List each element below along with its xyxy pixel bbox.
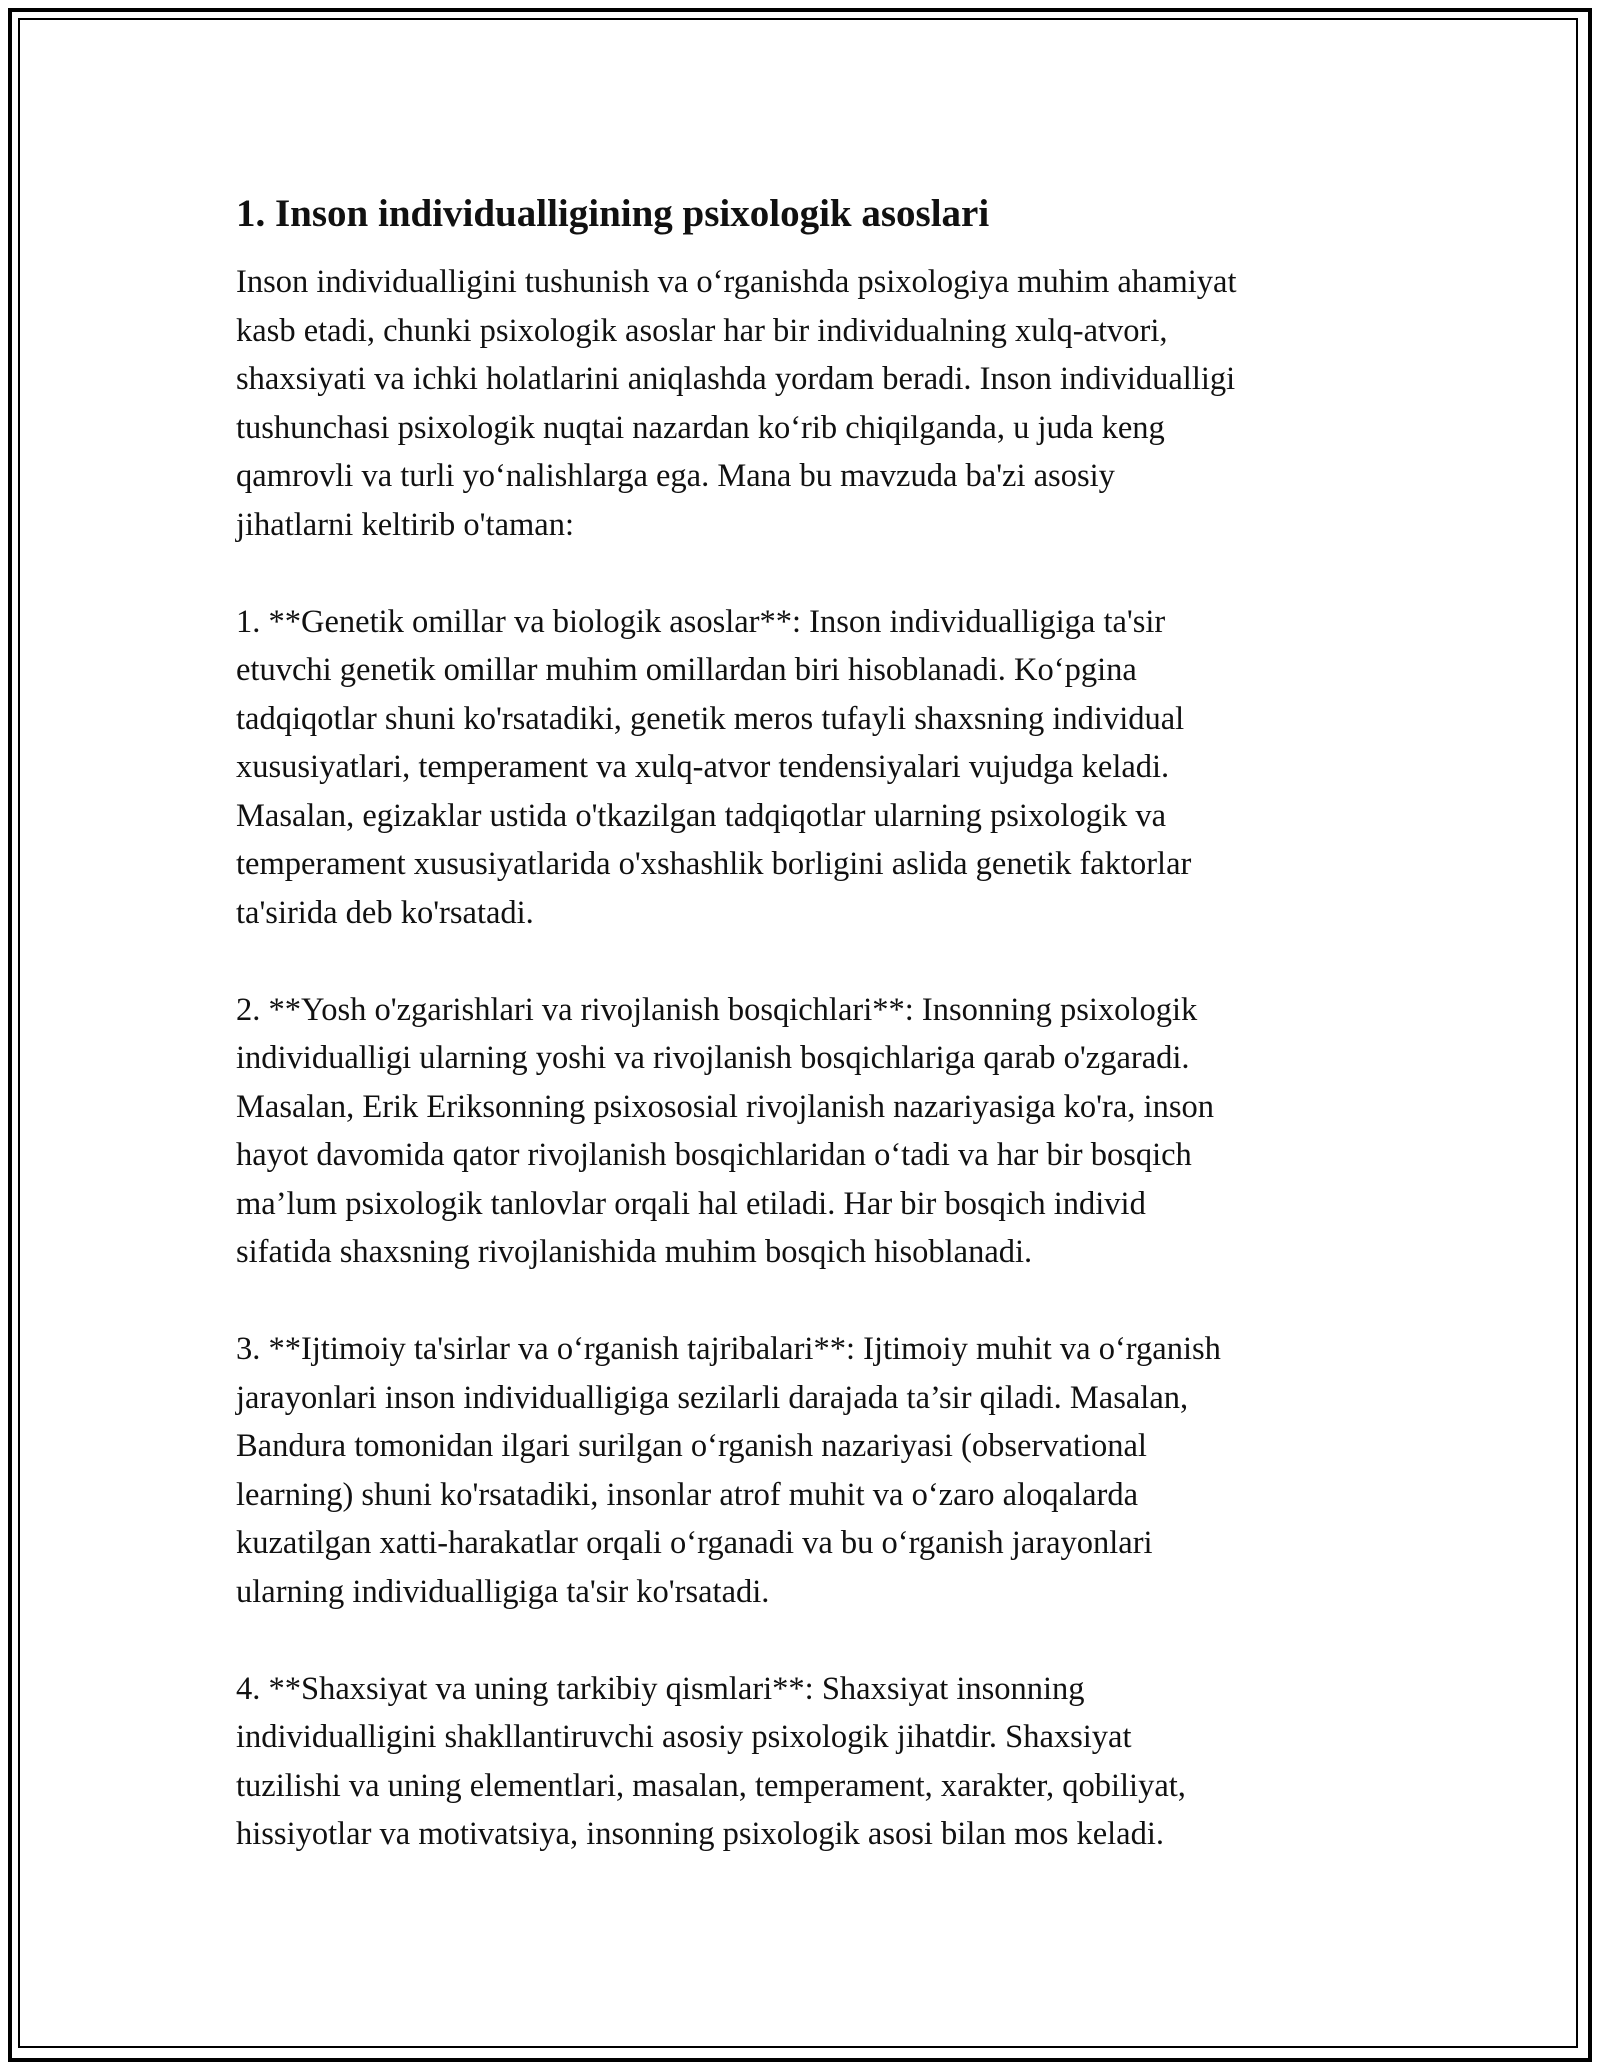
paragraph-social-influences: 3. **Ijtimoiy ta'sirlar va o‘rganish tajribalari**: Ijtimoiy muhit va o‘rganish jarayonlari inson individualligiga sezilarli darajada ta’sir qiladi. Masalan, Bandura tomonidan ilgari surilgan o‘rganish nazariyasi (observational learning) shuni ko'rsatadiki, insonlar atrof muhit va o‘zaro aloqalarda kuzatilgan xatti-harakatlar orqali o‘rganadi va bu o‘rganish jarayonlari ularning individualligiga ta'sir ko'rsatadi. — [236, 1331, 1221, 1610]
paragraph-personality-structure: 4. **Shaxsiyat va uning tarkibiy qismlari**: Shaxsiyat insonning individualligini shakllantiruvchi asosiy psixologik jihatdir. Shaxsiyat tuzilishi va uning elementlari, masalan, temperament, xarakter, qobiliyat, hissiyotlar va motivatsiya, insonning psixologik asosi bilan mos keladi. — [236, 1670, 1186, 1852]
intro-paragraph: Inson individualligini tushunish va o‘rganishda psixologiya muhim ahamiyat kasb etadi, chunki psixologik asoslar har bir individualning xulq-atvori, shaxsiyati va ichki holatlarini aniqlashda yordam beradi. Inson individualligi tushunchasi psixologik nuqtai nazardan ko‘rib chiqilganda, u juda keng qamrovli va turli yo‘nalishlarga ega. Mana bu mavzuda ba'zi asosiy jihatlarni keltirib o'taman: — [236, 264, 1237, 543]
document-body — [236, 186, 1376, 1907]
section-heading: 1. Inson individualligining psixologik asoslari — [236, 192, 990, 235]
paragraph-age-development: 2. **Yosh o'zgarishlari va rivojlanish bosqichlari**: Insonning psixologik individualligi ularning yoshi va rivojlanish bosqichlariga qarab o'zgaradi. Masalan, Erik Eriksonning psixososial rivojlanish nazariyasiga ko'ra, inson hayot davomida qator rivojlanish bosqichlaridan o‘tadi va har bir bosqich ma’lum psixologik tanlovlar orqali hal etiladi. Har bir bosqich individ sifatida shaxsning rivojlanishida muhim bosqich hisoblanadi. — [236, 991, 1214, 1270]
paragraph-genetic-factors: 1. **Genetik omillar va biologik asoslar**: Inson individualligiga ta'sir etuvchi genetik omillar muhim omillardan biri hisoblanadi. Ko‘pgina tadqiqotlar shuni ko'rsatadiki, genetik meros tufayli shaxsning individual xususiyatlari, temperament va xulq-atvor tendensiyalari vujudga keladi. Masalan, egizaklar ustida o'tkazilgan tadqiqotlar ularning psixologik va temperament xususiyatlarida o'xshashlik borligini aslida genetik faktorlar ta'sirida deb ko'rsatadi. — [236, 603, 1192, 931]
